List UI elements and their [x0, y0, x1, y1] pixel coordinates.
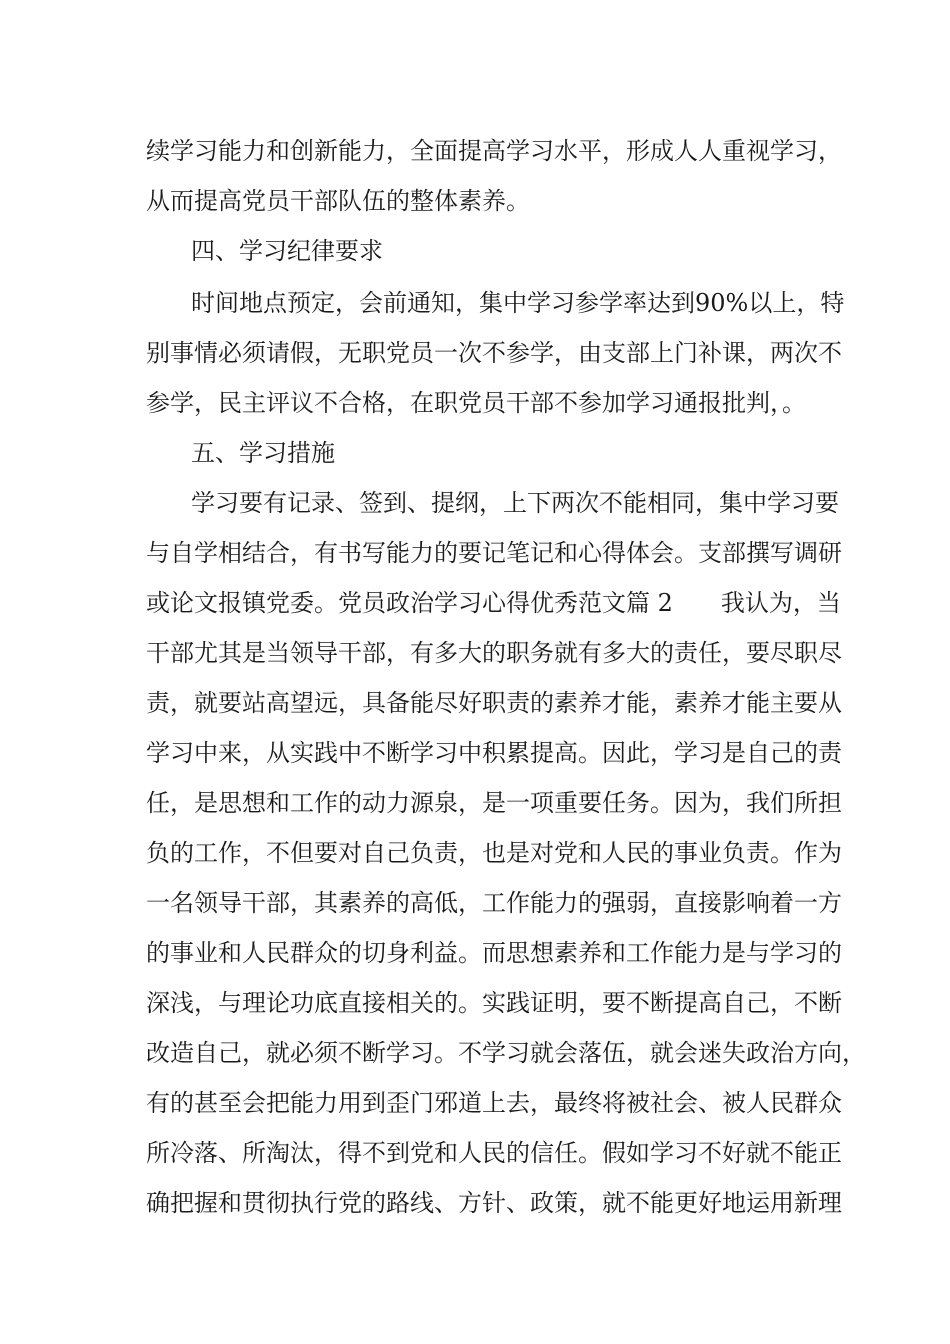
text-line: 干部尤其是当领导干部，有多大的职务就有多大的责任，要尽职尽 — [146, 639, 842, 667]
text-line: 所冷落、所淘汰，得不到党和人民的信任。假如学习不好就不能正 — [146, 1139, 842, 1167]
section-heading: 四、学习纪律要求 — [191, 237, 383, 265]
text-line: 确把握和贯彻执行党的路线、方针、政策，就不能更好地运用新理 — [146, 1189, 842, 1217]
text-line: 或论文报镇党委。党员政治学习心得优秀范文篇 2 我认为，当 — [146, 589, 841, 617]
text-line: 别事情必须请假，无职党员一次不参学，由支部上门补课，两次不 — [146, 339, 842, 367]
text-line: 深浅，与理论功底直接相关的。实践证明，要不断提高自己，不断 — [146, 989, 842, 1017]
text-line: 从而提高党员干部队伍的整体素养。 — [146, 187, 530, 215]
section-heading: 五、学习措施 — [191, 439, 335, 467]
text-line: 任，是思想和工作的动力源泉，是一项重要任务。因为，我们所担 — [146, 789, 842, 817]
text-line: 参学，民主评议不合格，在职党员干部不参加学习通报批判，。 — [146, 389, 806, 417]
text-line: 学习要有记录、签到、提纲，上下两次不能相同，集中学习要 — [191, 489, 839, 517]
text-line: 一名领导干部，其素养的高低，工作能力的强弱，直接影响着一方 — [146, 889, 842, 917]
text-line: 续学习能力和创新能力，全面提高学习水平，形成人人重视学习， — [146, 137, 842, 165]
text-line: 与自学相结合，有书写能力的要记笔记和心得体会。支部撰写调研 — [146, 539, 842, 567]
text-line: 有的甚至会把能力用到歪门邪道上去，最终将被社会、被人民群众 — [146, 1089, 842, 1117]
text-line: 的事业和人民群众的切身利益。而思想素养和工作能力是与学习的 — [146, 939, 842, 967]
text-line: 时间地点预定，会前通知，集中学习参学率达到90%以上，特 — [191, 289, 845, 317]
text-line: 学习中来，从实践中不断学习中积累提高。因此，学习是自己的责 — [146, 739, 842, 767]
text-line: 负的工作，不但要对自己负责，也是对党和人民的事业负责。作为 — [146, 839, 842, 867]
text-line: 责，就要站高望远，具备能尽好职责的素养才能，素养才能主要从 — [146, 689, 842, 717]
text-line: 改造自己，就必须不断学习。不学习就会落伍，就会迷失政治方向， — [146, 1039, 866, 1067]
